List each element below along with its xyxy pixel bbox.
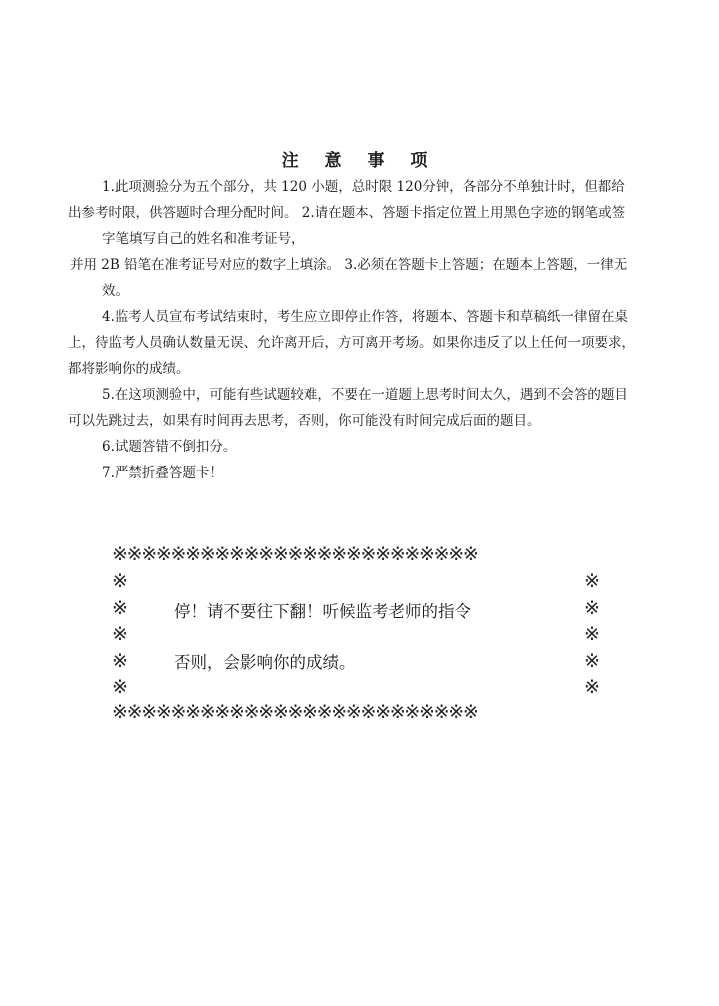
note-line: 效。 [102,283,129,299]
border-mark: ※ [112,649,128,672]
stop-instruction: 停！请不要往下翻！听候监考老师的指令 [174,602,471,621]
note-line: 4.监考人员宣布考试结束时，考生应立即停止作答，将题本、答题卡和草稿纸一律留在桌 [102,309,628,325]
box-border-left [112,568,134,701]
note-line: 并用 2B 铅笔在准考证号对应的数字上填涂。 3.必须在答题卡上答题；在题本上答题，一律无 [70,257,628,273]
notes-section [68,174,652,486]
stop-consequence: 否则，会影响你的成绩。 [174,653,356,672]
border-mark: ※ [584,649,600,672]
note-line: 5.在这项测验中，可能有些试题较难，不要在一道题上思考时间太久，遇到不会答的题目 [102,387,628,403]
border-mark: ※ [584,570,600,592]
box-border-right [584,568,606,701]
note-line: 都将影响你的成绩。 [68,361,190,377]
border-mark: ※ [112,596,128,619]
note-line: 7.严禁折叠答题卡！ [102,465,223,481]
border-mark: ※ [584,676,600,698]
border-mark: ※ [112,570,128,592]
stop-warning-box [112,540,608,722]
note-line: 上，待监考人员确认数量无误、允许离开后，方可离开考场。如果你违反了以上任何一项要求， [68,335,635,351]
note-line: 字笔填写自己的姓名和准考证号， [102,231,305,247]
border-mark: ※ [584,623,600,645]
page-title: 注 意 事 项 [281,151,438,171]
box-border-top: ※※※※※※※※※※※※※※※※※※※※※※※※※ [112,543,478,565]
border-mark: ※ [112,623,128,645]
note-line: 1.此项测验分为五个部分，共 120 小题，总时限 120分钟，各部分不单独计时，但都给 [102,179,625,195]
note-line: 可以先跳过去，如果有时间再去思考，否则，你可能没有时间完成后面的题目。 [68,413,541,429]
border-mark: ※ [584,596,600,619]
border-mark: ※ [112,676,128,698]
note-line: 出参考时限，供答题时合理分配时间。 2.请在题本、答题卡指定位置上用黑色字迹的钢笔或签 [68,205,626,221]
box-border-bottom: ※※※※※※※※※※※※※※※※※※※※※※※※※ [112,701,478,723]
note-line: 6.试题答错不倒扣分。 [102,439,237,455]
